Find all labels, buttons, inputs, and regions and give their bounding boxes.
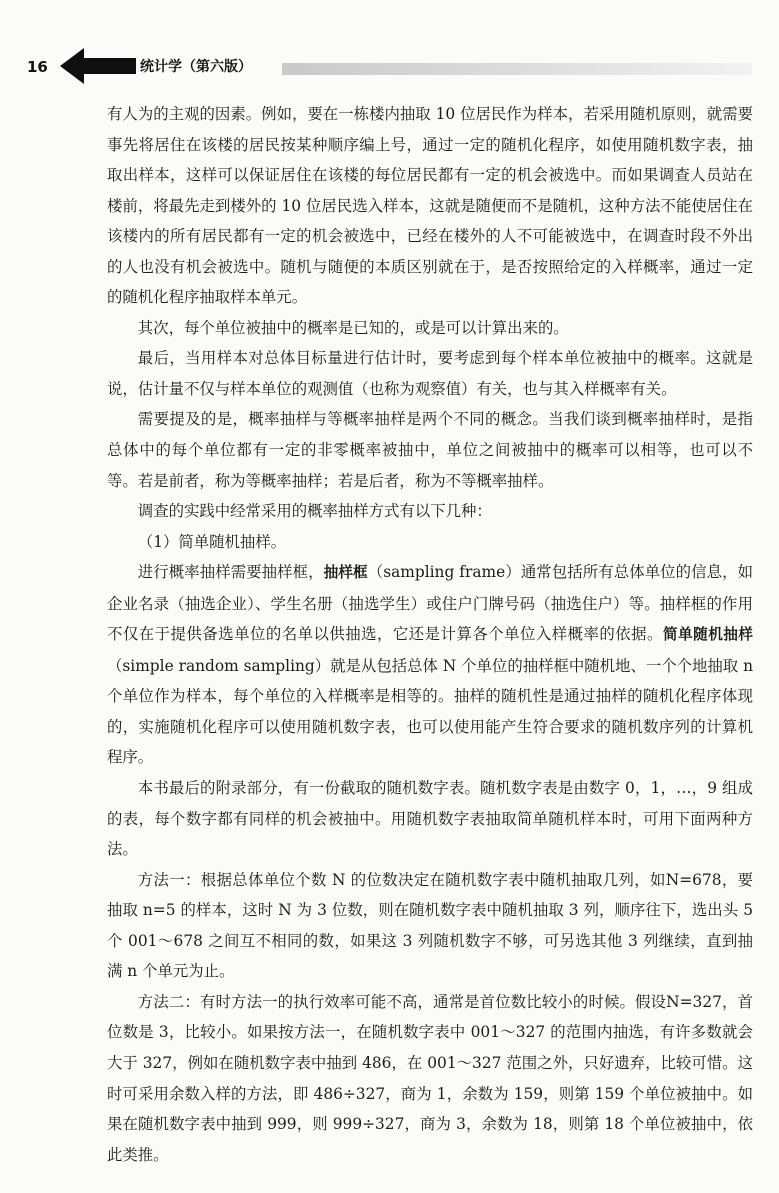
paragraph: 最后，当用样本对总体目标量进行估计时，要考虑到每个样本单位被抽中的概率。这就是说，估计量不仅与样本单位的观测值（也称为观察值）有关，也与其入样概率有关。 — [107, 349, 753, 398]
paragraph: 本书最后的附录部分，有一份截取的随机数字表。随机数字表是由数字 0，1，…，9 组成的表，每个数字都有同样的机会被抽中。用随机数字表抽取简单随机样本时，可用下面两种方法。 — [107, 779, 753, 859]
left-arrow-icon — [60, 46, 136, 86]
paragraph: 调查的实践中经常采用的概率抽样方式有以下几种： — [137, 502, 492, 521]
paragraph: 有人为的主观的因素。例如，要在一栋楼内抽取 10 位居民作为样本，若采用随机原则，就需要事先将居住在该楼的居民按某种顺序编上号，通过一定的随机化程序，如使用随机数字表，抽取出样本，这样可以保证居住在该楼的每位居民都有一定的机会被选中。而如果调查人员站在楼前，将最先走到楼外的 10 位居民选入样本，这就是随便而不是随机，这种方法不能使居住在该楼内的所有居民都有一定的机会被选中，已经在楼外的人不可能被选中，在调查时段不外出的人也没有机会被选中。随机与随便的本质区别就在于，是否按照给定的入样概率，通过一定的随机化程序抽取样本单元。 — [107, 105, 753, 307]
header-decorative-bar — [282, 63, 752, 75]
paragraph: 方法二：有时方法一的执行效率可能不高，通常是首位数比较小的时候。假设N=327，首位数是 3，比较小。如果按方法一，在随机数字表中 001～327 的范围内抽选，有许多数就会大于 327，例如在随机数字表中抽到 486，在 001～327 范围之外，只好遗弃，比较可惜。这时可采用余数入样的方法，即 486÷327，商为 1，余数为 159，则第 159 个单位被抽中。如果在随机数字表中抽到 999，则 999÷327，商为 3，余数为 18，则第 18 个单位被抽中，依此类推。 — [107, 992, 753, 1164]
text-run: 进行概率抽样需要抽样框， — [137, 563, 324, 582]
page-header — [0, 42, 779, 92]
page-body — [107, 99, 753, 1170]
term-sampling-frame: 抽样框 — [323, 564, 368, 582]
paragraph-sampling-frame — [107, 557, 753, 773]
paragraph: 需要提及的是，概率抽样与等概率抽样是两个不同的概念。当我们谈到概率抽样时，是指总体中的每个单位都有一定的非零概率被抽中，单位之间被抽中的概率可以相等，也可以不等。若是前者，称为等概率抽样；若是后者，称为不等概率抽样。 — [107, 410, 753, 490]
book-title: 统计学（第六版） — [140, 59, 252, 75]
paragraph: 方法一：根据总体单位个数 N 的位数决定在随机数字表中随机抽取几列，如N=678，要抽取 n=5 的样本，这时 N 为 3 位数，则在随机数字表中随机抽取 3 列，顺序往下，选出头 5 个 001～678 之间互不相同的数，如果这 3 列随机数字不够，可另选其他 3 列继续，直到抽满 n 个单元为止。 — [107, 870, 753, 981]
term-simple-random-sampling: 简单随机抽样 — [662, 626, 753, 644]
page-number: 16 — [27, 58, 48, 76]
text-run: （sampling frame）通常包括所有总体单位的信息，如企业名录（抽选企业）、学生名册（抽选学生）或住户门牌号码（抽选住户）等。抽样框的作用不仅在于提供备选单位的名单以供抽选，它还是计算各个单位入样概率的依据。 — [107, 563, 753, 644]
paragraph: （1）简单随机抽样。 — [137, 532, 287, 551]
paragraph: 其次，每个单位被抽中的概率是已知的，或是可以计算出来的。 — [137, 318, 569, 337]
text-run: （simple random sampling）就是从包括总体 N 个单位的抽样框中随机地、一个个地抽取 n 个单位作为样本，每个单位的入样概率是相等的。抽样的随机性是通过抽样的随机化程序体现的，实施随机化程序可以使用随机数字表，也可以使用能产生符合要求的随机数序列的计算机程序。 — [107, 656, 753, 767]
